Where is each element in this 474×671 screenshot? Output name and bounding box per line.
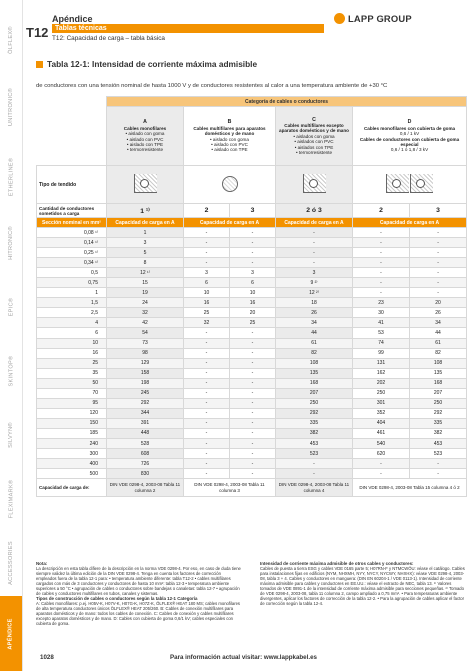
capacity-cell: - (353, 288, 410, 298)
sidebar-item-skintop[interactable]: SKINTOP® (8, 355, 15, 387)
capacity-cell: - (230, 258, 276, 268)
cross-section-cell: 150 (37, 418, 107, 428)
table-row (37, 418, 467, 428)
table-row (37, 368, 467, 378)
capacity-cell: 250 (410, 398, 467, 408)
cross-section-cell: 300 (37, 449, 107, 459)
capacity-cell: 16 (184, 298, 230, 308)
capacity-cell: 3 (184, 268, 230, 278)
capacity-cell: 98 (107, 348, 184, 358)
capacity-cell: - (276, 238, 353, 248)
table-row (37, 449, 467, 459)
capacity-cell: 30 (353, 308, 410, 318)
capacity-cell: 830 (107, 469, 184, 479)
capacity-cell: 42 (107, 318, 184, 328)
cross-section-cell: 185 (37, 428, 107, 438)
capacity-cell: 448 (107, 428, 184, 438)
capacity-cell: - (184, 438, 230, 448)
capacity-cell: 25 (184, 308, 230, 318)
section-header: Sección nominal en mm² (37, 218, 107, 228)
column-c-header: C Cables multifilares excepto aparatos domésticos y de mano • aislados con goma • aislados con PVC • aislados con TPE • termorresistente (276, 107, 353, 166)
capacity-cell: 207 (276, 388, 353, 398)
capacity-cell: - (410, 469, 467, 479)
capacity-cell: - (230, 348, 276, 358)
cross-section-cell: 16 (37, 348, 107, 358)
capacity-cell: - (410, 288, 467, 298)
sidebar-item-silvyn[interactable]: SILVYN® (8, 422, 14, 448)
cross-section-cell: 0,25 ¹⁾ (37, 248, 107, 258)
capacity-cell: - (184, 228, 230, 238)
capacity-cell: 73 (107, 338, 184, 348)
capacity-cell: 32 (107, 308, 184, 318)
column-a-header: A Cables monofilares • aislado con goma • aislado con PVC • aislado con TPE • termorresistente (107, 107, 184, 166)
cross-section-cell: 6 (37, 328, 107, 338)
capacity-cell: - (410, 228, 467, 238)
capacity-cell: 540 (353, 438, 410, 448)
capacity-cell: 82 (410, 348, 467, 358)
capacity-cell: - (230, 408, 276, 418)
capacity-cell: 6 (230, 278, 276, 288)
table-row (37, 248, 467, 258)
sidebar-item-fleximark[interactable]: FLEXIMARK® (8, 479, 15, 519)
capacity-cell: - (230, 378, 276, 388)
capacity-cell: - (353, 278, 410, 288)
capacity-cell: 162 (353, 368, 410, 378)
capacity-cell: - (410, 278, 467, 288)
capacity-cell: - (276, 228, 353, 238)
table-row (37, 348, 467, 358)
lapp-logo: LAPP GROUP (334, 13, 412, 24)
capacity-cell: 3 (276, 268, 353, 278)
capacity-cell: 352 (353, 408, 410, 418)
table-row (37, 428, 467, 438)
capacity-cell: 301 (353, 398, 410, 408)
capacity-cell: - (276, 469, 353, 479)
capacity-cell: 292 (107, 398, 184, 408)
table-row (37, 338, 467, 348)
capacity-cell: 10 (230, 288, 276, 298)
wall-laying-icon (386, 174, 409, 193)
table-row (37, 358, 467, 368)
capacity-cell: - (276, 258, 353, 268)
wall-laying-icon (303, 174, 326, 193)
capacity-cell: 3 (107, 238, 184, 248)
capacity-cell: 18 (276, 298, 353, 308)
table-row (37, 378, 467, 388)
logo-sun-icon (334, 13, 345, 24)
table-row (37, 298, 467, 308)
table-heading: Tabla 12-1: Intensidad de corriente máxima admisible (36, 59, 257, 69)
sidebar-item-etherline[interactable]: ETHERLINE® (8, 157, 15, 197)
capacity-cell: 6 (184, 278, 230, 288)
table-row (37, 388, 467, 398)
orange-square-icon (36, 61, 43, 68)
capacity-cell: - (410, 248, 467, 258)
capacity-cell: 12 ²⁾ (276, 288, 353, 298)
cross-section-cell: 240 (37, 438, 107, 448)
capacity-cell: - (230, 469, 276, 479)
sidebar-item-unitronic[interactable]: UNITRONIC® (8, 87, 15, 127)
capacity-cell: 53 (353, 328, 410, 338)
cross-section-cell: 10 (37, 338, 107, 348)
cross-section-cell: 0,34 ¹⁾ (37, 258, 107, 268)
capacity-cell: - (184, 348, 230, 358)
capacity-cell: - (230, 388, 276, 398)
capacity-cell: 44 (276, 328, 353, 338)
cross-section-cell: 0,5 (37, 268, 107, 278)
page-subtitle: T12: Capacidad de carga – tabla básica (52, 35, 165, 42)
capacity-cell: 726 (107, 459, 184, 469)
wall-laying-icon (134, 174, 157, 193)
capacity-cell: - (184, 328, 230, 338)
table-row (37, 228, 467, 238)
capacity-cell: 453 (276, 438, 353, 448)
capacity-cell: - (230, 459, 276, 469)
sidebar-item-epic[interactable]: EPIC® (8, 297, 14, 317)
table-intro: de conductores con una tensión nominal de hasta 1000 V y de conductores resistentes al calor a una temperatura ambiente de +30 °C (36, 83, 388, 89)
capacity-cell: 34 (410, 318, 467, 328)
sidebar-item-apendice[interactable]: APÉNDICE (0, 596, 22, 671)
capacity-cell: - (184, 449, 230, 459)
category-header: Categoría de cables o conductores (107, 97, 467, 107)
capacity-cell: 41 (353, 318, 410, 328)
capacity-cell: 99 (353, 348, 410, 358)
capacity-cell: - (230, 248, 276, 258)
capacity-cell: 382 (276, 428, 353, 438)
table-row (37, 438, 467, 448)
capacity-cell: - (184, 238, 230, 248)
capacity-cell: - (230, 368, 276, 378)
capacity-cell: 620 (353, 449, 410, 459)
cross-section-cell: 50 (37, 378, 107, 388)
table-row (37, 278, 467, 288)
capacity-cell: - (184, 398, 230, 408)
capacity-cell: 404 (353, 418, 410, 428)
capacity-cell: - (353, 228, 410, 238)
capacity-cell: 453 (410, 438, 467, 448)
capacity-cell: 168 (276, 378, 353, 388)
cross-section-cell: 70 (37, 388, 107, 398)
capacity-cell: - (230, 418, 276, 428)
cross-section-cell: 2,5 (37, 308, 107, 318)
section-bar: Tablas técnicas (52, 24, 324, 33)
cross-section-cell: 0,08 ¹⁾ (37, 228, 107, 238)
capacity-cell: 54 (107, 328, 184, 338)
cross-section-cell: 35 (37, 368, 107, 378)
ampacity-table: Categoría de cables o conductores A Cables monofilares • aislado con goma • aislado con PVC • aislado con TPE • termorresistente B Cables multifilares para aparatos domésticos y de mano • aislado con goma • aislado con PVC • aislado con TPE C Cables multifilares excepto aparatos domésticos y de mano • aislados con goma • aislados con PVC • aislados con TPE • termorresistente D Cables monofilares con cubierta de goma 0,6 / 1 kV Cables de conductores con cubierta de goma especial 0,6 / 1 ó 1,8 / 3 kV Tipo de tendido Cantidad de conductores sometidos a carga 1 ¹⁾ 2 3 2 ó 3 2 3 Sección nominal en mm² Capacidad de carga en A Capacidad de carga en A Capacidad de carga en A Capacidad de carga en A 0,08 ¹⁾ 1 - - - - - 0,14 ¹⁾ 3 - - - - - 0,25 ¹⁾ 5 - - - - - 0,34 ¹⁾ 8 - - - - - 0,5 12 ¹⁾ 3 3 3 - - 0,75 15 6 6 9 ²⁾ - - 1 19 10 10 12 ²⁾ - - 1,5 24 16 16 18 23 20 2,5 32 25 20 26 30 26 4 42 32 25 34 41 34 6 54 - - 44 53 44 10 73 - - 61 74 61 16 98 - - 82 99 82 25 129 - - 108 131 108 35 158 - - 135 162 135 50 198 - - 168 202 168 70 245 - - 207 250 207 95 292 - - 250 301 250 120 344 - - 292 352 292 150 391 - - 335 404 335 185 448 - - 382 461 382 240 528 - - 453 540 453 300 608 - - 523 620 523 400 726 - - - - - 500 830 - - - - - Capacidad de carga de: DIN VDE 0298-4, 2003-08 Tabla 11 columna 2 DIN VDE 0298-4, 2003-08 Tabla 11 columna 3 DIN VDE 0298-4, 2003-08 Tabla 11 columna 4 DIN VDE 0298-4, 2003-08 Tabla 15 columna 4 ó 2 (36, 96, 467, 497)
capacity-label: Capacidad de carga de: (37, 479, 107, 497)
capacity-cell: - (230, 238, 276, 248)
capacity-cell: 335 (410, 418, 467, 428)
capacity-cell: 344 (107, 408, 184, 418)
capacity-cell: - (230, 398, 276, 408)
capacity-cell: - (276, 459, 353, 469)
cross-section-cell: 400 (37, 459, 107, 469)
capacity-cell: - (230, 228, 276, 238)
cross-section-cell: 1,5 (37, 298, 107, 308)
capacity-cell: - (230, 428, 276, 438)
sidebar-nav (0, 0, 23, 671)
capacity-cell: - (184, 388, 230, 398)
cross-section-cell: 25 (37, 358, 107, 368)
table-row (37, 318, 467, 328)
capacity-cell: 16 (230, 298, 276, 308)
capacity-cell: 523 (276, 449, 353, 459)
capacity-cell: 461 (353, 428, 410, 438)
page-title: Apéndice (52, 14, 93, 24)
column-b-header: B Cables multifilares para aparatos domésticos y de mano • aislado con goma • aislado con PVC • aislado con TPE (184, 107, 276, 166)
capacity-cell: - (410, 459, 467, 469)
capacity-cell: 26 (410, 308, 467, 318)
capacity-cell: 9 ²⁾ (276, 278, 353, 288)
capacity-cell: - (184, 258, 230, 268)
table-row (37, 459, 467, 469)
capacity-cell: 26 (276, 308, 353, 318)
capacity-cell: 19 (107, 288, 184, 298)
capacity-cell: 44 (410, 328, 467, 338)
table-body (37, 228, 467, 479)
table-row (37, 308, 467, 318)
cross-section-cell: 120 (37, 408, 107, 418)
capacity-cell: - (230, 438, 276, 448)
capacity-cell: 245 (107, 388, 184, 398)
capacity-cell: 335 (276, 418, 353, 428)
capacity-cell: - (410, 268, 467, 278)
capacity-cell: 135 (410, 368, 467, 378)
section-code: T12 (26, 25, 49, 40)
capacity-cell: 3 (230, 268, 276, 278)
table-row (37, 238, 467, 248)
capacity-cell: 20 (410, 298, 467, 308)
notes-right: Intensidad de corriente máxima admisible de otros cables y conductores: Cables de puesta a tierra ESG y cables VDE 0165 parte 5; H07RN-F y NTMCWÖU: véase el catálogo. Cables para instalaciones fijas en edificios (NYM, NHXMH, NYY, NYCY, NYCWY, NHXHX): véase VDE 0298-4, 2003-08, tabla 3 + 4. Cables y conductores en manguera: (DIN EN 60204-1 / VDE 0113-1). Intensidad de corriente máxima admisible para cables y conductores en EE.UU.: véase el extracto de NEC, tabla 13. ¹⁾ Valores tomados de VDE 0891-1 de la intensidad de corriente máxima admisible para secciones pequeñas. ²⁾ Tomado de VDE 0298-4, 2003-08, tabla 11 columna 2, campo ampliado a 0,75 mm². • Para temperaturas ambiente divergentes, aplicar los factores de corrección de la tabla 12-2. • Para la agrupación de cables aplicar el factor de corrección según la tabla 12-4. (260, 561, 465, 606)
capacity-cell: 528 (107, 438, 184, 448)
capacity-cell: 24 (107, 298, 184, 308)
sidebar-item-hitronic[interactable]: HITRONIC® (8, 226, 15, 260)
table-row (37, 469, 467, 479)
capacity-cell: 198 (107, 378, 184, 388)
capacity-cell: 32 (184, 318, 230, 328)
capacity-cell: 20 (230, 308, 276, 318)
capacity-cell: - (184, 418, 230, 428)
table-row (37, 328, 467, 338)
capacity-cell: 168 (410, 378, 467, 388)
capacity-cell: 1 (107, 228, 184, 238)
capacity-cell: 135 (276, 368, 353, 378)
capacity-cell: - (184, 248, 230, 258)
capacity-cell: - (353, 469, 410, 479)
capacity-cell: 82 (276, 348, 353, 358)
capacity-cell: - (410, 238, 467, 248)
laying-label: Tipo de tendido (37, 166, 107, 204)
capacity-cell: 207 (410, 388, 467, 398)
capacity-cell: - (410, 258, 467, 268)
capacity-cell: - (353, 459, 410, 469)
capacity-cell: - (353, 248, 410, 258)
capacity-cell: 61 (276, 338, 353, 348)
capacity-cell: 34 (276, 318, 353, 328)
capacity-cell: 12 ¹⁾ (107, 268, 184, 278)
capacity-cell: 5 (107, 248, 184, 258)
capacity-cell: - (184, 358, 230, 368)
capacity-cell: 608 (107, 449, 184, 459)
capacity-cell: 202 (353, 378, 410, 388)
capacity-cell: 61 (410, 338, 467, 348)
capacity-cell: - (184, 378, 230, 388)
capacity-cell: - (353, 268, 410, 278)
capacity-cell: - (184, 408, 230, 418)
table-row (37, 288, 467, 298)
capacity-cell: 523 (410, 449, 467, 459)
capacity-cell: - (184, 428, 230, 438)
table-row (37, 268, 467, 278)
cable-cross-section-icon (222, 176, 238, 192)
capacity-cell: - (230, 449, 276, 459)
capacity-cell: 292 (410, 408, 467, 418)
capacity-cell: - (353, 258, 410, 268)
cross-section-cell: 95 (37, 398, 107, 408)
table-row (37, 258, 467, 268)
sidebar-item-olflex[interactable]: ÖLFLEX® (8, 26, 14, 54)
capacity-cell: - (184, 338, 230, 348)
cross-section-cell: 0,75 (37, 278, 107, 288)
capacity-cell: 15 (107, 278, 184, 288)
capacity-cell: 131 (353, 358, 410, 368)
cross-section-cell: 4 (37, 318, 107, 328)
table-row (37, 398, 467, 408)
footer-link[interactable]: Para información actual visitar: www.lappkabel.es (170, 654, 317, 661)
capacity-cell: - (184, 368, 230, 378)
capacity-cell: 129 (107, 358, 184, 368)
cross-section-cell: 500 (37, 469, 107, 479)
capacity-cell: 292 (276, 408, 353, 418)
capacity-cell: - (230, 358, 276, 368)
capacity-cell: 382 (410, 428, 467, 438)
conductors-label: Cantidad de conductores sometidos a carga (37, 204, 107, 218)
capacity-cell: - (184, 459, 230, 469)
capacity-cell: 108 (410, 358, 467, 368)
capacity-cell: 10 (184, 288, 230, 298)
capacity-cell: 25 (230, 318, 276, 328)
wall-laying-icon (410, 174, 433, 193)
capacity-cell: 391 (107, 418, 184, 428)
capacity-cell: 74 (353, 338, 410, 348)
capacity-cell: - (276, 248, 353, 258)
capacity-cell: 23 (353, 298, 410, 308)
capacity-cell: - (353, 238, 410, 248)
cross-section-cell: 0,14 ¹⁾ (37, 238, 107, 248)
capacity-cell: - (184, 469, 230, 479)
capacity-cell: - (230, 338, 276, 348)
notes-left: Nota: La descripción en esta tabla difiere de la descripción en la norma VDE 0298-4. Por eso, en caso de duda tiene siempre validez la última edición de la DIN VDE 0298-4. Tenga en cuenta los factores de corrección empleados fuera de la tabla 12-1 para: • temperatura ambiente diferente: tabla T12-2 • cables multifilares cargados con más de 3 conductores y conductores de hasta 10 mm²: tabla 12-3 • temperatura ambiente superiores a 50 °C • agrupación de cables o conductores sobre bandejas o canaletas: tabla 12-7 • agrupación de cables y conductores multifilares en tubos, canales y sistemas. Tipos de construcción de cables o conductores según la tabla 12-1 Categoría A: Cables monofilares: p.ej. H05V-K, H07V-K, H07G-K, H07Z-K, ÖLFLEX® HEAT 180 MS; cables monofilares de alta temperatura conductores únicos ÖLFLEX® HEAT 205/260. B: Cables de conexión multifilares para aparatos domésticos y de mano: todos los cables de conexión. C: Cables de conexión y cables multifilares excepto aparatos domésticos y de mano. D: Cables con cubierta de goma 0,6/1 kV; cables especiales con cubierta de goma. (36, 561, 241, 626)
column-d-header: D Cables monofilares con cubierta de goma 0,6 / 1 kV Cables de conductores con cubierta de goma especial 0,6 / 1 ó 1,8 / 3 kV (353, 107, 467, 166)
capacity-cell: 108 (276, 358, 353, 368)
capacity-cell: 250 (353, 388, 410, 398)
page-number: 1028 (40, 654, 54, 661)
capacity-cell: 158 (107, 368, 184, 378)
cross-section-cell: 1 (37, 288, 107, 298)
sidebar-item-accessories[interactable]: ACCESSORIES (8, 541, 14, 585)
table-row (37, 408, 467, 418)
capacity-cell: 8 (107, 258, 184, 268)
capacity-cell: - (230, 328, 276, 338)
capacity-cell: 250 (276, 398, 353, 408)
